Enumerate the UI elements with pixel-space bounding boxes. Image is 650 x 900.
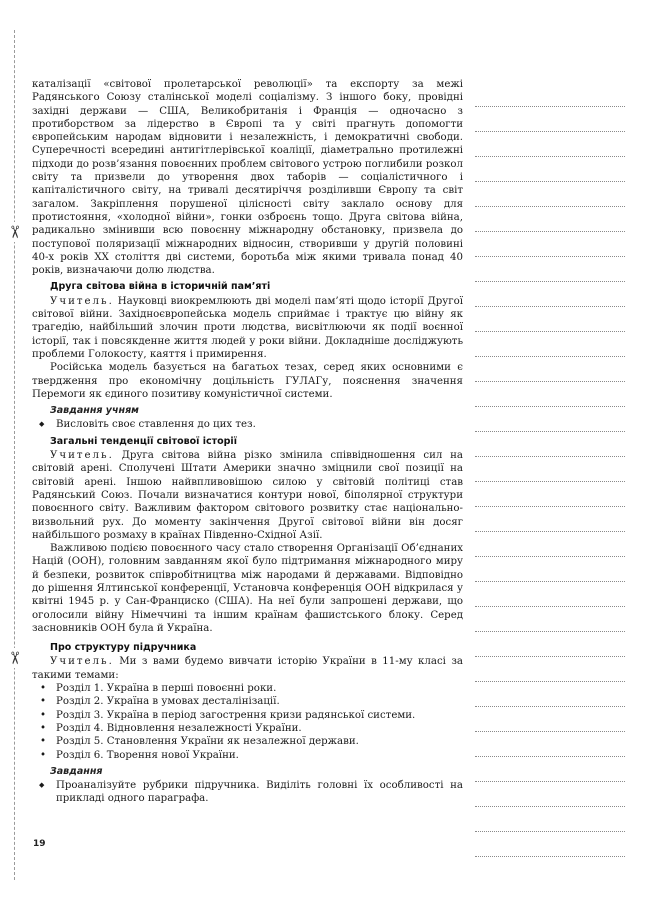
section-heading-structure: Про структуру підручника — [50, 642, 197, 654]
note-line — [475, 307, 625, 332]
speaker-label: Учитель. — [50, 656, 114, 668]
speaker-label: Учитель. — [50, 450, 114, 462]
page-text — [32, 78, 463, 806]
note-line — [475, 132, 625, 157]
note-line — [475, 182, 625, 207]
task-heading: Завдання — [50, 765, 103, 777]
section-heading-trends: Загальні тенденції світової історії — [50, 435, 237, 447]
scissors-icon: ✂ — [3, 222, 25, 242]
scissors-icon: ✂ — [3, 648, 25, 668]
memory-paragraph-1: Учитель. Науковці виокремлюють дві моделі пам’яті щодо історії Другої світової війни. Західноєвропейська модель сприймає і трактує цю війну як трагедію, найбільший злочин проти людства, висвітлюючи як події воєнної історії, так і повсякденне життя людей у роки війни. Докладніше досліджують проблеми Голокосту, каяття і примирення. — [32, 295, 463, 360]
structure-intro: Учитель. Ми з вами будемо вивчати історію України в 11-му класі за такими темами: — [32, 656, 463, 681]
note-line — [475, 82, 625, 107]
note-line — [475, 732, 625, 757]
note-line — [475, 207, 625, 232]
trends-paragraph-2: Важливою подією повоєнного часу стало створення Організації Об’єднаних Націй (ООН), головним завданням якої було підтримання міжнародного миру й безпеки, розвиток співробітництва між народами й державами. Відповідно до рішення Ялтинської конференції, Установча конференція ООН відкрилася у квітні 1945 р. у Сан-Франциско (США). На неї були запрошені держави, що оголосили війну Німеччині та іншим країнам фашистського блоку. Серед засновників ООН була й Україна. — [32, 543, 463, 634]
intro-paragraph: каталізації «світової пролетарської революції» та експорту за межі Радянського Союзу сталінської моделі соціалізму. З іншого боку, провідні західні держави — США, Великобританія і Франція — одночасно з протиборством за лідерство в Європі та у світі прагнуть допомогти європейським народам відновити і незалежність, і демократичні свободи. Суперечності всередині антигітлерівської коаліції, діаметрально протилежні підходи до розв’язання повоєнних проблем світового устрою поглибили розкол світу та призвели до утворення двох таборів — соціалістичного і капіталістичного світу, на тривалі десятиріччя розділивши Європу та світ загалом. Закріплення порушеної цілісності світу заклало основу для протистояння, «холодної війни», гонки озброєнь тощо. Друга світова війна, радикально змінивши всю повоєнну міжнародну обстановку, призвела до поступової поляризації міжнародних відносин, створивши у другій половині 40-х років XX століття дві системи, боротьба між якими тривала понад 40 років, визначаючи долю людства. — [32, 79, 463, 277]
note-line — [475, 707, 625, 732]
note-line — [475, 107, 625, 132]
list-item: • Розділ 4. Відновлення незалежності України. — [32, 722, 463, 735]
list-item: • Розділ 1. Україна в перші повоєнні роки. — [32, 682, 463, 695]
note-line — [475, 432, 625, 457]
task-item: ◆ Висловіть своє ставлення до цих тез. — [32, 418, 463, 431]
list-item: • Розділ 6. Творення нової України. — [32, 749, 463, 762]
task-item: ◆ Проаналізуйте рубрики підручника. Виділіть головні їх особливості на прикладі одного параграфа. — [32, 779, 463, 806]
note-line — [475, 607, 625, 632]
note-line — [475, 282, 625, 307]
note-line — [475, 457, 625, 482]
note-line — [475, 632, 625, 657]
note-line — [475, 407, 625, 432]
note-line — [475, 382, 625, 407]
note-line — [475, 332, 625, 357]
note-line — [475, 257, 625, 282]
page-number: 19 — [33, 839, 46, 849]
list-item: • Розділ 3. Україна в період загострення кризи радянської системи. — [32, 709, 463, 722]
list-item: • Розділ 2. Україна в умовах десталінізації. — [32, 695, 463, 708]
note-line — [475, 357, 625, 382]
note-line — [475, 682, 625, 707]
note-line — [475, 482, 625, 507]
section-heading-memory: Друга світова війна в історичній пам’яті — [50, 281, 271, 293]
note-line — [475, 807, 625, 832]
note-line — [475, 782, 625, 807]
note-line — [475, 582, 625, 607]
notes-column — [475, 82, 625, 857]
speaker-label: Учитель. — [50, 295, 114, 307]
note-line — [475, 532, 625, 557]
note-line — [475, 657, 625, 682]
note-line — [475, 507, 625, 532]
note-line — [475, 757, 625, 782]
memory-paragraph-2: Російська модель базується на багатьох тезах, серед яких основними є твердження про економічну доцільність ГУЛАГу, пояснення значення Перемоги як єдиного позитиву комуністичної системи. — [32, 362, 463, 400]
task-heading-students: Завдання учням — [50, 405, 139, 417]
cut-line — [14, 30, 15, 880]
list-item: • Розділ 5. Становлення України як незалежної держави. — [32, 735, 463, 748]
note-line — [475, 832, 625, 857]
note-line — [475, 557, 625, 582]
trends-paragraph-1: Учитель. Друга світова війна різко змінила співвідношення сил на світовій арені. Сполучені Штати Америки значно зміцнили свої позиції на світовій арені. Іншою найвпливовішою силою у світовій політиці став Радянський Союз. Почали визначатися контури нової, біполярної структури повоєнного світу. Важливим фактором світового розвитку стає національно-визвольний рух. До моменту закінчення Другої світової війни він досяг найбільшого розмаху в країнах Південно-Східної Азії. — [32, 450, 463, 541]
note-line — [475, 157, 625, 182]
note-line — [475, 232, 625, 257]
